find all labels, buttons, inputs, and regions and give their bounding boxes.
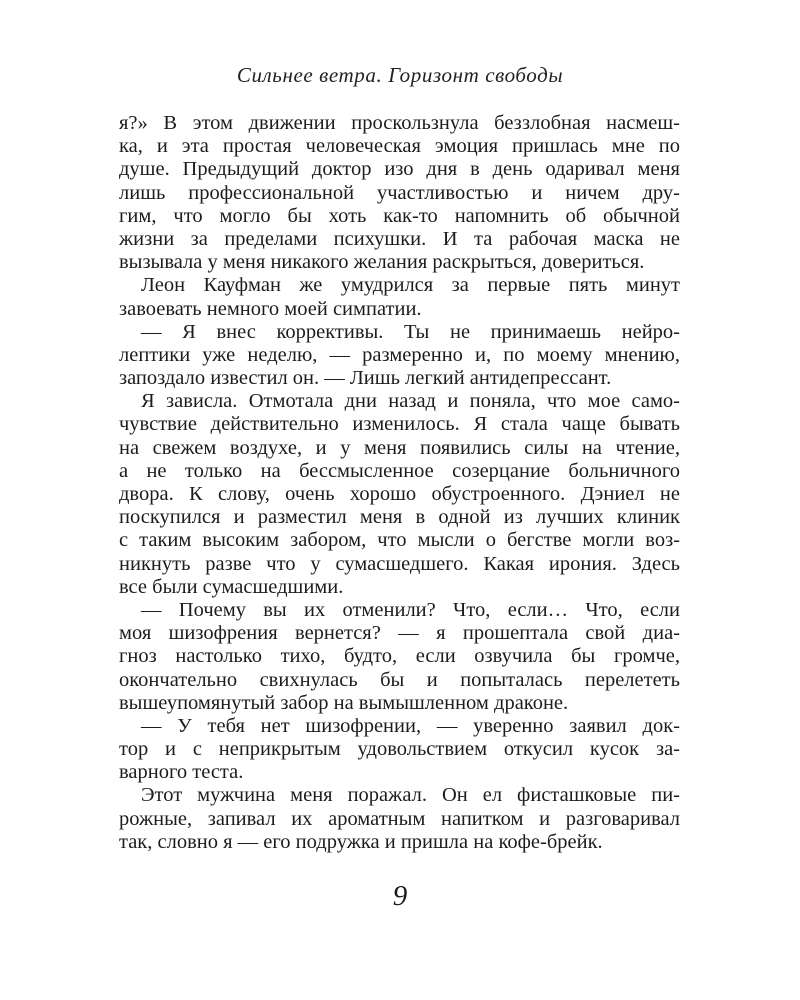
text-line: моя шизофрения вернется? — я прошептала свой диа-	[119, 622, 680, 645]
text-line: лептики уже неделю, — размеренно и, по моему мнению,	[119, 343, 680, 366]
body-text	[119, 112, 680, 854]
text-line: душе. Предыдущий доктор изо дня в день одаривал меня	[119, 158, 680, 181]
text-line: окончательно свихнулась бы и попыталась перелететь	[119, 668, 680, 691]
paragraph	[119, 599, 680, 715]
text-line: Леон Кауфман же умудрился за первые пять минут	[141, 274, 680, 297]
text-line: — Почему вы их отменили? Что, если… Что, если	[141, 598, 680, 621]
paragraph	[119, 274, 680, 320]
paragraph	[119, 784, 680, 854]
page-number: 9	[392, 880, 408, 912]
text-line: поскупился и разместил меня в одной из лучших клиник	[119, 506, 680, 529]
text-line: — Я внес коррективы. Ты не принимаешь нейро-	[141, 320, 680, 343]
text-line: Этот мужчина меня поражал. Он ел фисташковые пи-	[141, 784, 680, 807]
paragraph	[119, 321, 680, 391]
text-line: на свежем воздухе, и у меня появились силы на чтение,	[119, 436, 680, 459]
text-line: рожные, запивал их ароматным напитком и разговаривал	[119, 807, 680, 830]
text-line: жизни за пределами психушки. И та рабочая маска не	[119, 227, 680, 250]
text-line: варного теста.	[119, 761, 244, 784]
text-line: гноз настолько тихо, будто, если озвучила бы громче,	[119, 645, 680, 668]
text-line: двора. К слову, очень хорошо обустроенного. Дэниел не	[119, 483, 680, 505]
text-line: завоевать немного моей симпатии.	[119, 297, 422, 320]
text-line: а не только на бессмысленное созерцание больничного	[119, 459, 680, 482]
text-line: ка, и эта простая человеческая эмоция пришлась мне по	[119, 135, 680, 158]
text-line: чувствие действительно изменилось. Я стала чаще бывать	[119, 413, 680, 436]
text-line: гим, что могло бы хоть как-то напомнить об обычной	[119, 204, 680, 227]
text-line: Я зависла. Отмотала дни назад и поняла, что мое само-	[141, 390, 680, 413]
paragraph	[119, 715, 680, 785]
text-line: вышеупомянутый забор на вымышленном драконе.	[119, 691, 569, 714]
text-line: все были сумасшедшими.	[119, 575, 344, 598]
text-line: вызывала у меня никакого желания раскрыться, довериться.	[119, 251, 645, 274]
text-line: так, словно я — его подружка и пришла на кофе-брейк.	[119, 830, 603, 853]
text-line: никнуть разве что у сумасшедшего. Какая ирония. Здесь	[119, 552, 680, 575]
text-line: запоздало известил он. — Лишь легкий антидепрессант.	[119, 367, 612, 390]
text-line: я?» В этом движении проскользнула беззлобная насмеш-	[119, 112, 680, 134]
text-line: с таким высоким забором, что мысли о бегстве могли воз-	[119, 529, 680, 552]
text-line: — У тебя нет шизофрении, — уверенно заявил док-	[141, 714, 680, 737]
paragraph	[119, 112, 680, 274]
text-line: тор и с неприкрытым удовольствием откусил кусок за-	[119, 738, 680, 761]
text-line: лишь профессиональной участливостью и ничем дру-	[119, 181, 680, 204]
running-head: Сильнее ветра. Горизонт свободы	[236, 63, 564, 87]
paragraph	[119, 390, 680, 599]
